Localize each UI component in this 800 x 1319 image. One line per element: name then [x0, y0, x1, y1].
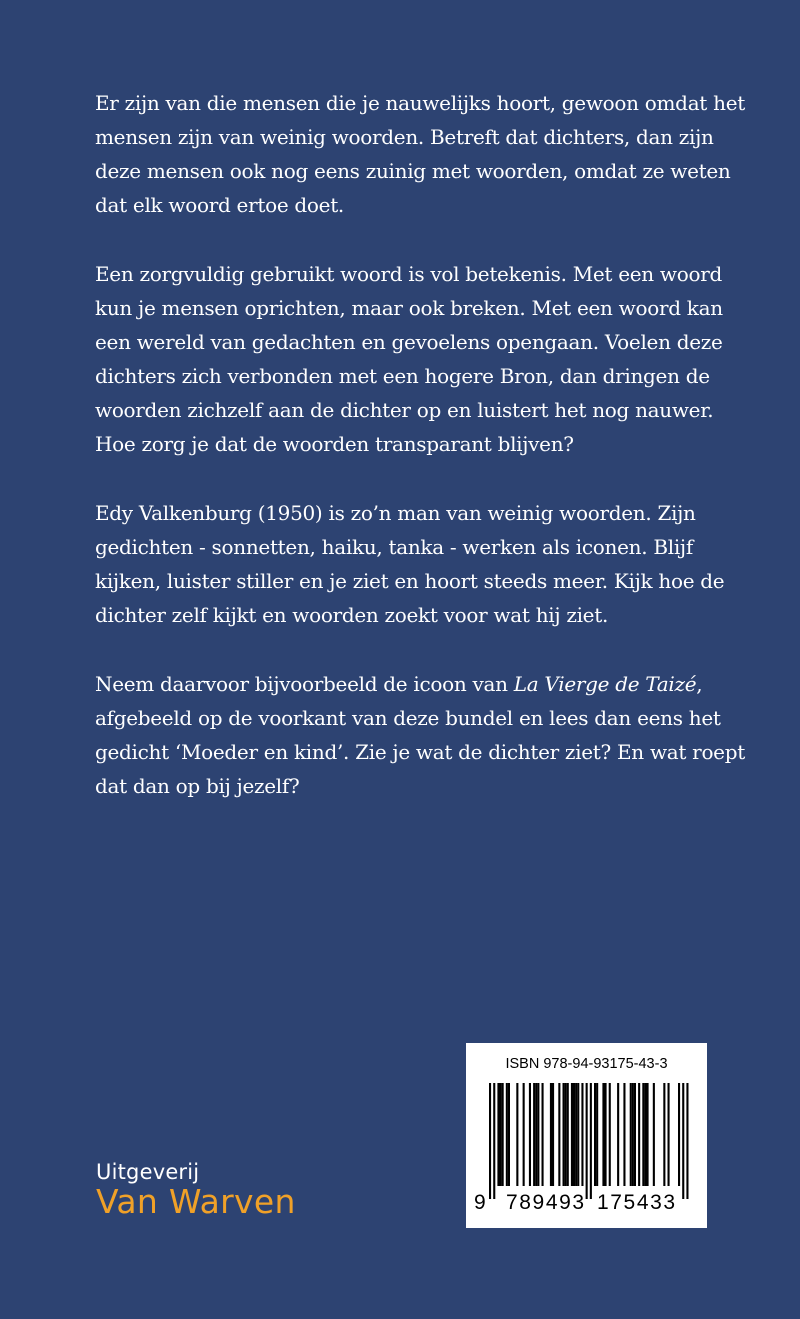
barcode-bar [647, 1083, 649, 1186]
barcode-bar [535, 1083, 537, 1186]
barcode-bar [565, 1083, 567, 1186]
barcode-bar [550, 1083, 552, 1186]
barcode-bar [686, 1083, 688, 1199]
barcode-bar [617, 1083, 619, 1186]
icon-title-italic: La Vierge de Taizé [513, 672, 697, 696]
barcode-bar [634, 1083, 636, 1186]
barcode-bar [638, 1083, 640, 1186]
barcode-bar [605, 1083, 607, 1186]
blurb-paragraph-4 [95, 667, 745, 803]
back-cover-blurb [95, 86, 745, 838]
barcode-bar [567, 1083, 569, 1186]
isbn-label: ISBN 978-94-93175-43-3 [505, 1056, 668, 1072]
blurb-paragraph-2: Een zorgvuldig gebruikt woord is vol betekenis. Met een woord kun je mensen oprichten, maar ook breken. Met een woord kan een wereld van gedachten en gevoelens opengaan. Voelen deze dichters zich verbonden met een hogere Bron, dan dringen de woorden zichzelf aan de dichter op en luistert het nog nauwer. Hoe zorg je dat de woorden transparant blijven? [95, 262, 723, 456]
barcode-bar [500, 1083, 502, 1186]
isbn-barcode [466, 1043, 707, 1228]
barcode-bar [563, 1083, 565, 1186]
barcode-bar [506, 1083, 508, 1186]
barcode-bar [542, 1083, 544, 1186]
barcode-bar [586, 1083, 588, 1199]
barcode-bar [581, 1083, 583, 1186]
publisher-name: Van Warven [96, 1182, 296, 1221]
barcode-digit-first: 9 [474, 1191, 486, 1214]
barcode-bar [577, 1083, 579, 1186]
barcode-bar [630, 1083, 632, 1186]
blurb-paragraph-3: Edy Valkenburg (1950) is zo’n man van weinig woorden. Zijn gedichten - sonnetten, haiku, tanka - werken als iconen. Blijf kijken, luister stiller en je ziet en hoort steeds meer. Kijk hoe de dichter zelf kijkt en woorden zoekt voor wat hij ziet. [95, 501, 725, 627]
barcode-bar [590, 1083, 592, 1199]
barcode-bar [552, 1083, 554, 1186]
barcode-bar [523, 1083, 525, 1186]
barcode-bar [493, 1083, 495, 1199]
barcode-bar [502, 1083, 504, 1186]
barcode-bar [682, 1083, 684, 1199]
barcode-bar [596, 1083, 598, 1186]
barcode-bar [644, 1083, 646, 1186]
barcode-bar [678, 1083, 680, 1186]
barcode-bar [558, 1083, 560, 1186]
barcode-bar [653, 1083, 655, 1186]
barcode-bar [609, 1083, 611, 1186]
barcode-bar [632, 1083, 634, 1186]
publisher-label: Uitgeverij [96, 1160, 200, 1184]
publisher-logo [96, 1160, 296, 1220]
blurb-paragraph-1: Er zijn van die mensen die je nauwelijks hoort, gewoon omdat het mensen zijn van weinig woorden. Betreft dat dichters, dan zijn deze mensen ook nog eens zuinig met woorden, omdat ze weten dat elk woord ertoe doet. [95, 91, 745, 217]
blurb-p4-text-start: Neem daarvoor bijvoorbeeld de icoon van [95, 672, 514, 696]
barcode-bar [497, 1083, 499, 1186]
barcode-bar [623, 1083, 625, 1186]
barcode-digits-right: 175433 [597, 1191, 677, 1214]
barcode-bar [516, 1083, 518, 1186]
barcode-bar [575, 1083, 577, 1186]
barcode-bar [602, 1083, 604, 1186]
barcode-bar [642, 1083, 644, 1186]
barcode-digits-left: 789493 [506, 1191, 586, 1214]
barcode-bar [594, 1083, 596, 1186]
blurb-p4-text-end: , afgebeeld op de voorkant van deze bundel en lees dan eens het gedicht ‘Moeder en kind’. Zie je wat de dichter ziet? En wat roept dat dan op bij jezelf? [95, 672, 745, 798]
barcode-bar [489, 1083, 491, 1199]
barcode-bar [668, 1083, 670, 1186]
barcode-bar [573, 1083, 575, 1186]
barcode-bar [663, 1083, 665, 1186]
barcode-bar [533, 1083, 535, 1186]
barcode-bar [529, 1083, 531, 1186]
barcode-bar [508, 1083, 510, 1186]
barcode-bar [537, 1083, 539, 1186]
barcode-bar [571, 1083, 573, 1186]
